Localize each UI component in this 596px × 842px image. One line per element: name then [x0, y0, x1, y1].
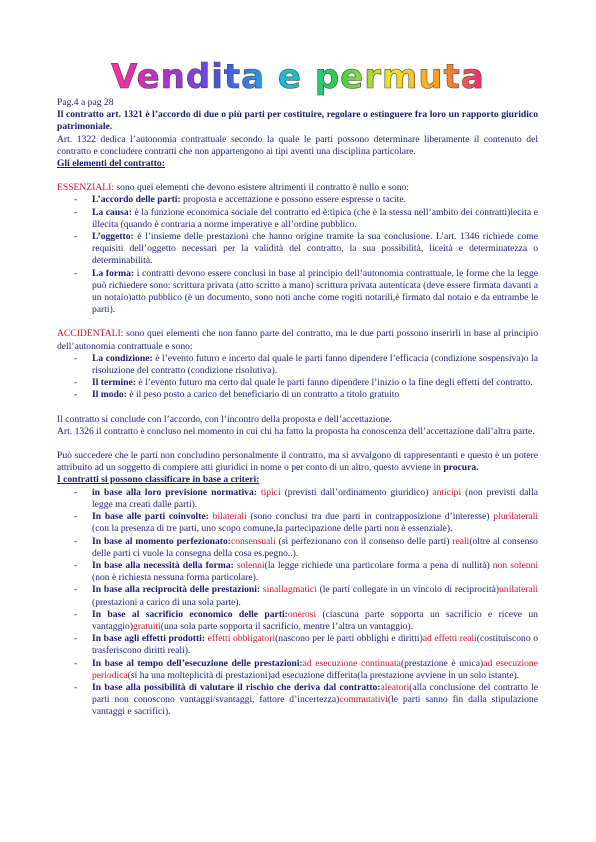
procura-paragraph: [57, 450, 538, 474]
criterion-label: in base alla loro previsione normativa:: [92, 486, 257, 498]
item-text: (non previsti dalla legge ma creati dalle parti).: [92, 486, 539, 510]
item-term: L’oggetto:: [92, 231, 134, 243]
essenziali-list: [57, 194, 538, 316]
contract-type: effetti obbligatori: [205, 633, 276, 645]
item-term: L’accordo delle parti:: [92, 194, 181, 206]
essenziali-text: sono quei elementi che devono esistere altrimenti il contratto è nullo e sono:: [114, 182, 409, 194]
document-body: [57, 97, 538, 719]
list-item: [57, 389, 538, 401]
contract-type: gratuiti: [133, 620, 161, 632]
title-wordart: [0, 58, 596, 98]
contract-type: ad esecuzione continuata: [302, 657, 401, 669]
contract-type: sinallagmatici: [260, 584, 317, 596]
item-text: (ciascuna parte sopporta un sacrificio e riceve un vantaggio): [92, 608, 538, 632]
list-item: [57, 268, 538, 317]
contract-type: reali: [452, 535, 470, 547]
item-text: (alla conclusione del contratto le parti non conoscono vantaggi/svantaggi, fattore d’incertezza): [92, 681, 538, 706]
list-item: [57, 353, 538, 377]
item-term: La forma:: [92, 267, 135, 279]
list-item: [57, 658, 538, 682]
item-text: è l’insieme delle prestazioni che hanno origine tramite la sua conclusione. L’art. 1346 richiede come requisiti dell’oggetto necessari per la validità del contratto, la sua possibilità, liceità e determinatezza o determinabilità.: [92, 231, 538, 267]
essenziali-paragraph: [57, 182, 538, 194]
list-item: [57, 609, 538, 633]
contract-type: onerosi: [287, 608, 317, 620]
item-text: (una sola parte sopporta il sacrificio, mentre l’altra un vantaggio).: [160, 620, 414, 632]
list-item: [57, 207, 538, 231]
accidentali-text: sono quei elementi che non fanno parte del contratto, ma le due parti possono inserirli in base al principio dell’autonomia contrattuale e sono:: [57, 328, 538, 352]
list-item: [57, 633, 538, 657]
section-heading-elementi: Gli elementi del contratto:: [57, 158, 165, 170]
item-text: proposta e accettazione e possono essere espresse o tacite.: [180, 194, 407, 206]
item-text: (costituiscono o trasferiscono diritti reali).: [92, 633, 539, 657]
list-item: [57, 511, 538, 535]
procura-term: procura.: [443, 462, 479, 474]
item-text: è il peso posto a carico del beneficiario di un contratto a titolo gratuito: [126, 389, 400, 401]
item-text: è l’evento futuro e incerto dal quale le parti fanno dipendere l’efficacia (condizione sospensiva)o la risoluzione del contratto (condizione risolutiva).: [92, 352, 538, 377]
item-text: (previsti dall’ordinamento giuridico): [280, 486, 433, 498]
item-text: (non è richiesta nessuna forma particolare).: [92, 572, 259, 584]
item-text: (la legge richiede una particolare forma a pena di nullità): [264, 559, 493, 571]
contract-type: consensuali: [230, 535, 276, 547]
criterion-label: In base alla reciprocità delle prestazioni:: [92, 584, 261, 596]
list-item: [57, 194, 538, 206]
essenziali-label: ESSENZIALI:: [57, 182, 115, 194]
accidentali-label: ACCIDENTALI:: [57, 328, 124, 340]
page-reference: Pag.4 a pag 28: [57, 97, 114, 108]
item-text: (le parti collegate in un vincolo di reciprocità): [316, 584, 500, 596]
contract-type: solenni: [233, 559, 265, 571]
item-text: è l’evento futuro ma certo dal quale le parti fanno dipendere l’inizio o la fine degli effetti del contratto.: [135, 377, 533, 389]
criterion-label: In base al sacrificio economico delle parti:: [92, 608, 288, 620]
criterion-label: In base alle parti coinvolte:: [92, 511, 209, 523]
contract-type: tipici: [256, 486, 281, 498]
contract-type: non solenni: [492, 559, 538, 571]
item-text: (prestazioni a carico di una sola parte).: [92, 596, 241, 608]
contract-type: aleatori: [380, 681, 410, 693]
section-heading-classificazione: I contratti si possono classificare in base a criteri:: [57, 474, 260, 486]
document-title: [0, 58, 596, 98]
item-text: (sono conclusi tra due parti in contrapposizione d’interesse): [246, 511, 494, 523]
list-item: [57, 536, 538, 560]
accidentali-paragraph: [57, 328, 538, 352]
contract-type: bilaterali: [208, 511, 247, 523]
contract-type: ad effetti reali: [422, 633, 477, 645]
conclusione-paragraph-1: Il contratto si conclude con l’accordo, con l’incontro della proposta e dell’accettazione.: [57, 413, 392, 425]
list-item: [57, 560, 538, 584]
list-item: [57, 584, 538, 608]
contract-type: commutativi: [339, 694, 388, 706]
item-text: (si ha una molteplicità di prestazioni)ad esecuzione differita(la prestazione avviene in un solo istante).: [127, 669, 520, 681]
intro-paragraph-1: Il contratto art. 1321 è l’accordo di due o più parti per costituire, regolare o estinguere fra loro un rapporto giuridico patrimoniale.: [57, 109, 538, 133]
contract-type: unilaterali: [499, 584, 539, 596]
list-item: [57, 231, 538, 268]
procura-text: Può succedere che le parti non concludino personalmente il contratto, ma si avvalgono di rappresentanti e questo è un potere attribuito ad un soggetto di compiere atti giuridici in nome o per conto di un altro, questo avviene in: [57, 450, 538, 474]
item-term: Il modo:: [92, 389, 127, 401]
list-item: [57, 682, 538, 719]
item-text: (si perfezionano con il consenso delle parti): [275, 535, 453, 547]
classificazione-list: [57, 487, 538, 719]
title-text: Vendita e permuta: [111, 58, 485, 97]
item-text: (oltre al consenso delle parti ci vuole la consegna della cosa es.pegno..).: [92, 535, 538, 559]
accidentali-list: [57, 353, 538, 402]
contract-type: plurilaterali: [493, 511, 539, 523]
criterion-label: In base alla possibilità di valutare il rischio che deriva dal contratto:: [92, 681, 381, 693]
item-term: La causa:: [92, 206, 132, 218]
intro-paragraph-2: Art. 1322 dedica l’autonomia contrattuale secondo la quale le parti possono determinare liberamente il contenuto del contratto e concludere contratti che non appartengono ai tipi aventi una disciplina particolare.: [57, 133, 538, 157]
item-text: i contratti devono essere conclusi in base al principio dell’autonomia contrattuale, le forme che la legge può richiedere sono: scrittura privata (atto scritto a mano) scrittura privata autenticata (deve essere firmata davanti a un notaio)atto pubblico (è un documento, sono noti anche come rogiti notarili,è firmato dal notaio e da entrambe le parti).: [92, 267, 539, 316]
criterion-label: In base al tempo dell’esecuzione delle prestazioni:: [92, 657, 303, 669]
criterion-label: In base al momento perfezionato:: [92, 535, 231, 547]
criterion-label: In base alla necessità della forma:: [92, 559, 234, 571]
criterion-label: In base agli effetti prodotti:: [92, 633, 206, 645]
item-text: (con la presenza di tre parti, uno scopo comune,la partecipazione delle parti non è essenziale).: [92, 523, 453, 535]
item-text: (nascono per le parti obblighi e diritti): [275, 633, 423, 645]
contract-type: ad esecuzione periodica: [92, 657, 538, 681]
list-item: [57, 377, 538, 389]
item-text: (prestazione è unica): [400, 657, 484, 669]
list-item: [57, 487, 538, 511]
item-term: La condizione:: [92, 352, 153, 364]
item-text: (le parti sanno fin dalla stipulazione vantaggi e sacrifici).: [92, 694, 538, 718]
contract-type: anticipi: [432, 486, 462, 498]
conclusione-paragraph-2: Art. 1326 il contratto è concluso nel momento in cui chi ha fatto la proposta ha conoscenza dell’accettazione dall’altra parte.: [57, 425, 535, 437]
item-term: Il termine:: [92, 377, 136, 389]
item-text: è la funzione economica sociale del contratto ed è:tipica (che è la stessa nell’ambito dei contratti)lecita e illecita (quando è contraria a norme imperative e all’ordine pubblico.: [92, 206, 538, 230]
